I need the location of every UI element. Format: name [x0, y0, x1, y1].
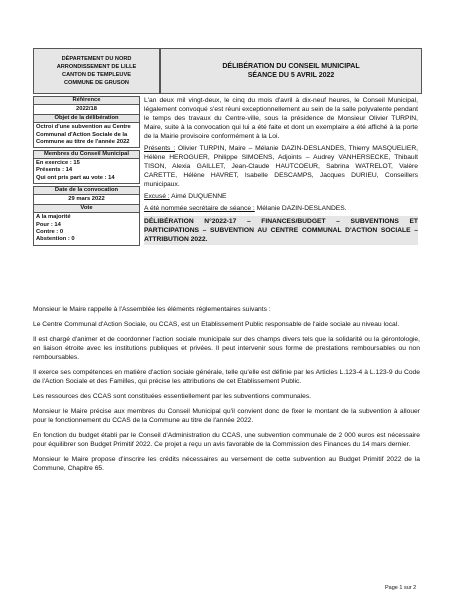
- sidebar-info-table: [33, 97, 140, 246]
- vote-values: [33, 213, 140, 245]
- excuse-paragraph: [144, 192, 418, 201]
- reference-label: Référence: [33, 96, 140, 105]
- excuse-label: Excusé :: [144, 193, 170, 200]
- body-paragraph: Il exerce ses compétences en matière d'action sociale générale, telle qu'elle est définie par les Articles L.123-4 à L.123-9 du Code de l'Action Sociale et des Familles, qui précise les attributions de cet Etablissement Public.: [33, 369, 420, 385]
- deliberation-title: DÉLIBÉRATION N°2022-17 – FINANCES/BUDGET – SUBVENTIONS ET PARTICIPATIONS – SUBVENTION AU CENTRE COMMUNAL D'ACTION SOCIALE – ATTRIBUTION 2022.: [144, 218, 418, 243]
- excuse-name: Aimé DUQUENNE: [169, 193, 227, 200]
- header-arrondissement: ARRONDISSEMENT DE LILLE: [56, 64, 137, 70]
- objet-value: Octroi d'une subvention au Centre Communal d'Action Sociale de la Commune au titre de l'année 2022: [33, 123, 140, 148]
- body-paragraph: En fonction du budget établi par le Conseil d'Administration du CCAS, une subvention communale de 2 000 euros est nécessaire pour équilibrer son Budget Primitif 2022. Ce projet a reçu un avis favorable de la Commission des Finances du 14 mars dernier.: [33, 432, 420, 448]
- body-paragraph: Les ressources des CCAS sont constituées essentiellement par les subventions communales.: [33, 393, 312, 400]
- header-commune: COMMUNE DE GRUSON: [64, 80, 129, 86]
- membres-label: Membres du Conseil Municipal: [33, 150, 140, 159]
- session-details: [144, 96, 418, 248]
- presents-label: Présents :: [144, 145, 176, 152]
- reference-value: 2022/18: [33, 105, 140, 115]
- document-title: DÉLIBÉRATION DU CONSEIL MUNICIPAL: [222, 62, 360, 70]
- body-paragraph: Monsieur le Maire propose d'inscrire les crédits nécessaires au versement de cette subvention au Budget Primitif 2022 de la Commune, Chapitre 65.: [33, 456, 420, 472]
- presents-paragraph: [144, 144, 418, 189]
- header-administrative-block: [33, 48, 160, 94]
- objet-label: Objet de la délibération: [33, 114, 140, 123]
- page-number: Page 1 sur 2: [385, 585, 417, 591]
- membres-exercice: En exercice : 15: [36, 160, 80, 167]
- secretaire-name: Mélanie DAZIN-DESLANDES.: [254, 205, 347, 212]
- header-title-block: [160, 48, 422, 94]
- vote-pour: Pour : 14: [36, 221, 61, 228]
- body-paragraph: Le Centre Communal d'Action Sociale, ou CCAS, est un Etablissement Public responsable de l'aide sociale au niveau local.: [33, 321, 400, 328]
- body-paragraph: Monsieur le Maire rappelle à l'Assemblée les éléments réglementaires suivants :: [33, 306, 271, 313]
- membres-values: [33, 159, 140, 184]
- session-date: SÉANCE DU 5 AVRIL 2022: [247, 72, 335, 79]
- membres-presents: Présents : 14: [36, 167, 73, 174]
- presents-list: Olivier TURPIN, Maire – Mélanie DAZIN-DESLANDES, Thierry MASQUELIER, Hélène HEROGUER, Philippe SIMOENS, Adjoints – Audrey VANHERSECKE, Thibault TISON, Alexia GAILLET, Jean-Claude HAUTCOEUR, Sabrina WATRELOT, Valère CARETTE, Hélène HAVRET, Isabelle DESCAMPS, Jacques DURIEU, Conseillers municipaux.: [144, 145, 419, 188]
- vote-label: Vote: [33, 204, 140, 213]
- body-paragraph: Monsieur le Maire précise aux membres du Conseil Municipal qu'il convient donc de fixer le montant de la subvention à allouer pour le fonctionnement du CCAS de la Commune au titre de l'année 2022.: [33, 408, 420, 424]
- vote-majorite: A la majorité: [36, 214, 71, 221]
- header-canton: CANTON DE TEMPLEUVE: [62, 72, 131, 78]
- secretaire-paragraph: [144, 204, 418, 213]
- convocation-value: 29 mars 2022: [33, 195, 140, 205]
- body-paragraph: Il est chargé d'animer et de coordonner l'action sociale municipale sur des champs divers tels que la solidarité ou la gérontologie, en liaison étroite avec les institutions publiques et privées. Il peut intervenir sous forme de prestations remboursables ou non remboursables.: [33, 336, 420, 361]
- vote-contre: Contre : 0: [36, 228, 64, 235]
- intro-paragraph: L'an deux mil vingt-deux, le cinq du mois d'avril à dix-neuf heures, le Conseil Municipal, légalement convoqué s'est réuni exceptionnellement au sein de la salle polyvalente pendant le temps des travaux du Centre-ville, sous la présidence de Monsieur Olivier TURPIN, Maire, suite à la convocation qui lui a été faite et dont un exemplaire a été affiché à la porte de la Mairie provisoire conformément à la Loi.: [144, 97, 418, 140]
- convocation-label: Date de la convocation: [33, 186, 140, 195]
- secretaire-label: A été nommée secrétaire de séance :: [144, 205, 255, 212]
- membres-votants: Qui ont pris part au vote : 14: [36, 174, 115, 181]
- vote-abstention: Abstention : 0: [36, 236, 75, 243]
- deliberation-body: [33, 305, 420, 479]
- header-departement: DÉPARTEMENT DU NORD: [61, 56, 132, 62]
